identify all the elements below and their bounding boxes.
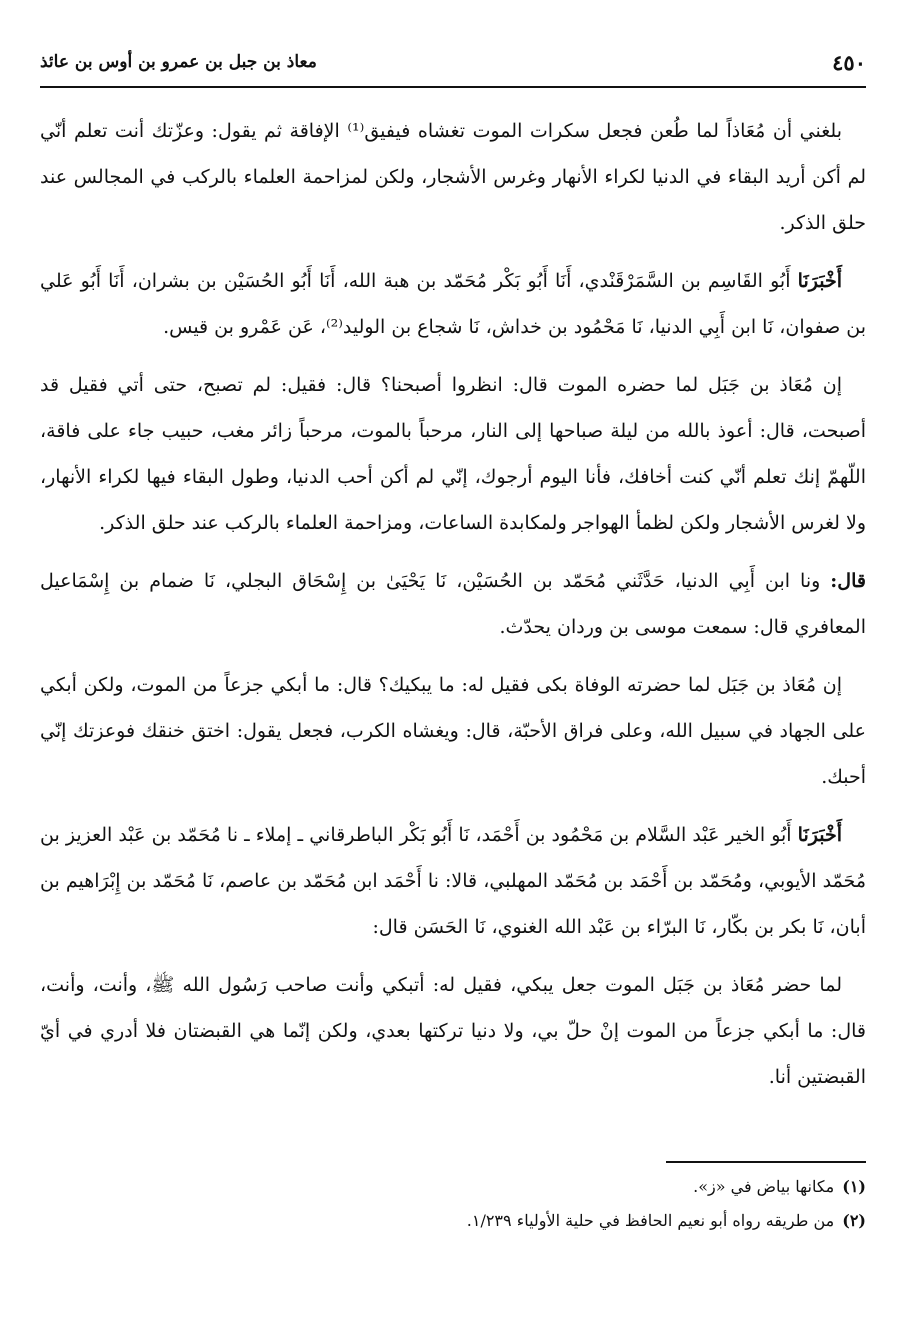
paragraph-3 [40, 362, 866, 546]
main-text [40, 108, 866, 1112]
paragraph-text: بلغني أن مُعَاذاً لما طُعن فجعل سكرات الموت تغشاه فيفيق⁽¹⁾ الإفاقة ثم يقول: وعزّتك أنت تعلم أنّي لم أكن أريد البقاء في الدنيا لكراء الأنهار وغرس الأشجار، ولكن لمزاحمة العلماء بالركب في المجالس عند حلق الذكر. [40, 120, 866, 234]
header-rule [40, 86, 866, 88]
paragraph-text: ونا ابن أَبِي الدنيا، حَدَّثَني مُحَمّد بن الحُسَيْن، نَا يَحْيَىٰ بن إِسْحَاق البجلي، نَا ضمام بن إِسْمَاعيل المعافري قال: سمعت موسى بن وردان يحدّث. [40, 570, 866, 638]
footnote-text: من طريقه رواه أبو نعيم الحافظ في حلية الأولياء ١/٢٣٩. [466, 1211, 835, 1230]
paragraph-7 [40, 962, 866, 1100]
page-number: ٤٥٠ [832, 50, 866, 75]
paragraph-lead: قال: [830, 570, 866, 592]
footnote-1 [40, 1170, 866, 1204]
footnote-number: (٢) [842, 1211, 866, 1230]
paragraph-lead: أَخْبَرَنَا [797, 270, 842, 292]
footnote-text: مكانها بياض في «ز». [693, 1177, 835, 1196]
footnotes [40, 1170, 866, 1238]
paragraph-4 [40, 558, 866, 650]
footnote-number: (١) [842, 1177, 866, 1196]
paragraph-text: أَبُو القَاسِم بن السَّمَرْقَنْدي، أَنَا أَبُو بَكْر مُحَمّد بن هبة الله، أَنَا أَبُو الحُسَيْن بن بشران، أَنَا أَبُو عَلي بن صفوان، نَا ابن أَبِي الدنيا، نَا مَحْمُود بن خداش، نَا شجاع بن الوليد⁽²⁾، عَن عَمْرو بن قيس. [40, 270, 866, 338]
paragraph-text: إن مُعَاذ بن جَبَل لما حضرته الوفاة بكى فقيل له: ما يبكيك؟ قال: ما أبكي جزعاً من الموت، ولكن أبكي على الجهاد في سبيل الله، وعلى فراق الأحبّة، قال: ويغشاه الكرب، فجعل يقول: اختق خنقك فوعزتك إنّي أحبك. [40, 674, 866, 788]
running-title: معاذ بن جبل بن عمرو بن أوس بن عائذ [40, 52, 317, 72]
page-header [40, 46, 866, 86]
paragraph-text: إن مُعَاذ بن جَبَل لما حضره الموت قال: انظروا أصبحنا؟ قال: فقيل: لم تصبح، حتى أتي فقيل قد أصبحت، قال: أعوذ بالله من ليلة صباحها إلى النار، مرحباً بالموت، مرحباً زائر مغب، حبيب جاء على فاقة، اللّهمّ إنك تعلم أنّي كنت أخافك، فأنا اليوم أرجوك، إنّي لم أكن أحب الدنيا، وطول البقاء فيها لكراء الأنهار، ولا لغرس الأشجار ولكن لظمأ الهواجر ولمكابدة الساعات، ومزاحمة العلماء بالركب عند حلق الذكر. [40, 374, 866, 534]
paragraph-5 [40, 662, 866, 800]
paragraph-1 [40, 108, 866, 246]
paragraph-2 [40, 258, 866, 350]
paragraph-lead: أَخْبَرَنَا [797, 824, 842, 846]
paragraph-text: أَبُو الخير عَبْد السَّلام بن مَحْمُود بن أَحْمَد، نَا أَبُو بَكْر الباطرقاني ـ إملاء ـ نا مُحَمّد بن عَبْد العزيز بن مُحَمّد الأيوبي، ومُحَمّد بن أَحْمَد بن مُحَمّد المهلبي، قالا: نا أَحْمَد ابن مُحَمّد بن عاصم، نَا مُحَمّد بن إِبْرَاهيم بن أبان، نَا بكر بن بكّار، نَا البرّاء بن عَبْد الله الغنوي، نَا الحَسَن قال: [40, 824, 866, 938]
paragraph-text: لما حضر مُعَاذ بن جَبَل الموت جعل يبكي، فقيل له: أتبكي وأنت صاحب رَسُول الله ﷺ، وأنت، وأنت، قال: ما أبكي جزعاً من الموت إنْ حلّ بي، ولا دنيا تركتها بعدي، ولكن إنّما هي القبضتان فلا أدري في أيّ القبضتين أنا. [40, 974, 866, 1088]
footnote-2 [40, 1204, 866, 1238]
footnote-rule [666, 1161, 866, 1163]
paragraph-6 [40, 812, 866, 950]
